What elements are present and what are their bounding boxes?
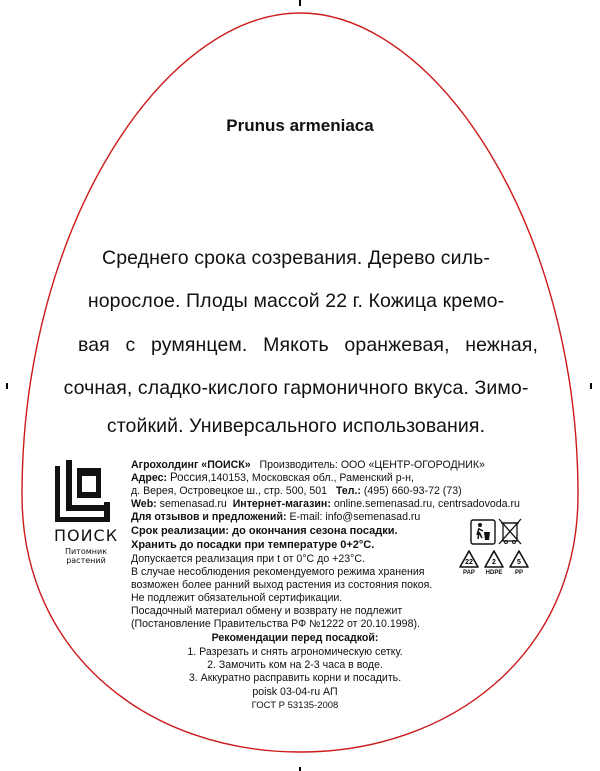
recycle-pap-number: 22: [465, 559, 473, 566]
recommendations-heading: Рекомендации перед посадкой:: [211, 632, 379, 644]
company-line-1: [131, 459, 485, 471]
web-link[interactable]: semenasad.ru: [159, 498, 227, 510]
web-label: Web:: [131, 498, 157, 510]
storage-line-8: (Постановление Правительства РФ №1222 от 20.10.1998).: [131, 618, 420, 630]
recycle-pp-label: PP: [514, 570, 523, 576]
recycle-hdpe-icon: [483, 549, 505, 569]
plant-title: Prunus armeniaca: [226, 116, 374, 135]
recycle-pp-number: 5: [517, 559, 521, 566]
gost-standard: ГОСТ Р 53135-2008: [251, 700, 339, 711]
recommendation-step-2: 2. Замочить ком на 2-3 часа в воде.: [207, 659, 383, 671]
logo-subtitle-1: Питомник: [64, 547, 108, 556]
recycle-hdpe-number: 2: [492, 559, 496, 566]
shop-links[interactable]: online.semenasad.ru, centrsadovoda.ru: [333, 498, 520, 510]
no-trash-bin-icon: [498, 517, 522, 545]
tidyman-bin-icon: [470, 519, 496, 545]
recommendation-step-3: 3. Аккуратно расправить корни и посадить.: [188, 672, 402, 684]
poisk-logo-icon: [55, 458, 111, 522]
company-line-3: [131, 485, 462, 497]
address-label: Адрес:: [131, 472, 168, 484]
storage-line-4: В случае несоблюдения рекомендуемого режима хранения: [131, 566, 425, 578]
phone: (495) 660-93-72 (73): [363, 485, 462, 497]
company-line-4: [131, 498, 520, 510]
recommendation-step-1: 1. Разрезать и снять агрономическую сетку.: [187, 646, 403, 658]
storage-line-2: Хранить до посадки при температуре 0+2°С.: [131, 539, 375, 551]
shop-label: Интернет-магазин:: [232, 498, 331, 510]
storage-line-6: Не подлежит обязательной сертификации.: [131, 592, 343, 604]
description-line-2: норослое. Плоды массой 22 г. Кожица кремо-: [87, 290, 505, 312]
logo-subtitle-2: растений: [66, 556, 106, 565]
phone-label: Тел.:: [335, 485, 361, 497]
company-line-2: [131, 472, 414, 484]
feedback-label: Для отзывов и предложений:: [131, 511, 287, 523]
recycle-pp-icon: [508, 549, 530, 569]
storage-line-7: Посадочный материал обмену и возврату не подлежит: [131, 605, 403, 617]
storage-line-3: Допускается реализация при t от 0°С до +23°С.: [131, 553, 365, 565]
storage-line-1: Срок реализации: до окончания сезона посадки.: [131, 525, 398, 537]
description-line-1: Среднего срока созревания. Дерево силь-: [102, 247, 490, 269]
holding-name: Агрохолдинг «ПОИСК»: [131, 459, 251, 471]
producer: Производитель: ООО «ЦЕНТР-ОГОРОДНИК»: [259, 459, 485, 471]
description-line-3: вая с румянцем. Мякоть оранжевая, нежная,: [78, 334, 538, 356]
address-1: ,140153, Московская обл., Раменский р-н,: [207, 472, 414, 484]
product-code: poisk 03-04-ru АП: [252, 686, 338, 698]
address-2: д. Верея, Островецкое ш., стр. 500, 501: [131, 485, 328, 497]
company-line-5: [131, 511, 420, 523]
recycle-pap-icon: [458, 549, 480, 569]
feedback-email[interactable]: E-mail: info@semenasad.ru: [289, 511, 421, 523]
recycle-hdpe-label: HDPE: [485, 570, 503, 576]
logo-brand: ПОИСК: [53, 526, 119, 545]
storage-line-5: возможен более ранний выход растения из состояния покоя.: [131, 579, 433, 591]
description-line-4: сочная, сладко-кислого гармоничного вкуса. Зимо-: [63, 377, 529, 399]
recycle-pap-label: PAP: [463, 570, 475, 576]
description-line-5: стойкий. Универсального использования.: [106, 415, 486, 437]
address-country: Россия: [169, 472, 208, 484]
